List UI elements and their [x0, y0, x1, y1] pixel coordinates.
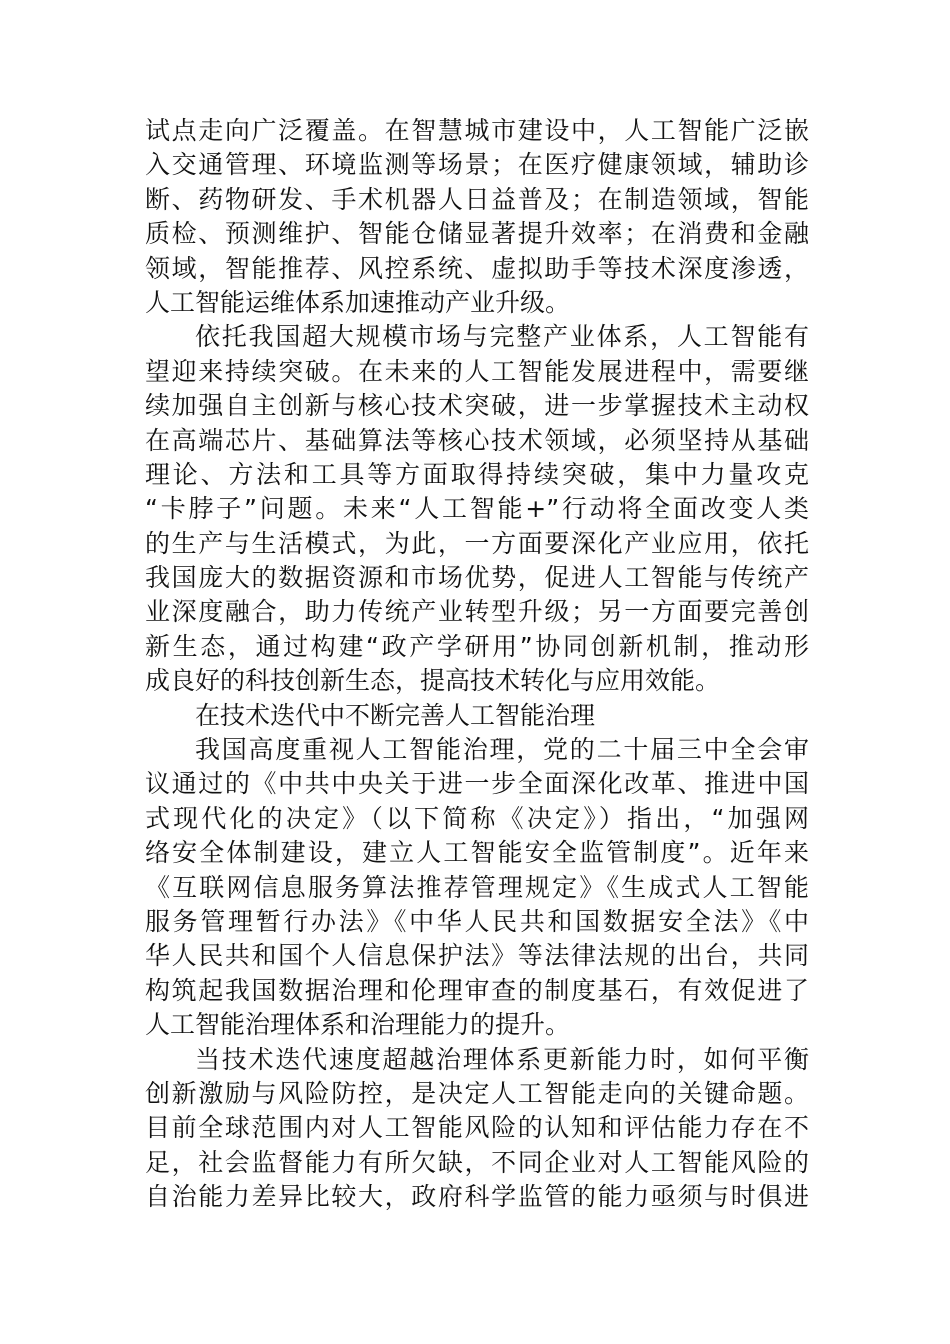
text-line: 目前全球范围内对人工智能风险的认知和评估能力存在不 [145, 1113, 809, 1143]
text-line: 式现代化的决定》（以下简称《决定》）指出，“加强网 [145, 803, 809, 833]
text-line: 足，社会监督能力有所欠缺，不同企业对人工智能风险的 [145, 1147, 809, 1177]
paragraph-first-line: 当技术迭代速度超越治理体系更新能力时，如何平衡 [195, 1044, 809, 1074]
text-line: 新生态，通过构建“政产学研用”协同创新机制，推动形 [145, 631, 809, 661]
section-heading: 在技术迭代中不断完善人工智能治理 [195, 700, 596, 730]
text-line: 络安全体制建设，建立人工智能安全监管制度”。近年来 [145, 838, 809, 868]
text-line: 续加强自主创新与核心技术突破，进一步掌握技术主动权 [145, 391, 809, 421]
text-line: 服务管理暂行办法》《中华人民共和国数据安全法》《中 [145, 906, 809, 936]
text-line: 华人民共和国个人信息保护法》等法律法规的出台，共同 [145, 941, 809, 971]
text-line: “卡脖子”问题。未来“人工智能+”行动将全面改变人类 [145, 494, 809, 524]
text-line: 创新激励与风险防控，是决定人工智能走向的关键命题。 [145, 1078, 809, 1108]
text-line: 我国庞大的数据资源和市场优势，促进人工智能与传统产 [145, 563, 809, 593]
text-line: 成良好的科技创新生态，提高技术转化与应用效能。 [145, 666, 721, 696]
body-text [145, 114, 809, 1215]
text-line: 断、药物研发、手术机器人日益普及；在制造领域，智能 [145, 184, 809, 214]
text-line: 自治能力差异比较大，政府科学监管的能力亟须与时俱进 [145, 1182, 809, 1212]
paragraph-first-line: 我国高度重视人工智能治理，党的二十届三中全会审 [195, 735, 809, 765]
text-line: 业深度融合，助力传统产业转型升级；另一方面要完善创 [145, 597, 809, 627]
text-line: 的生产与生活模式，为此，一方面要深化产业应用，依托 [145, 528, 809, 558]
text-line: 入交通管理、环境监测等场景；在医疗健康领域，辅助诊 [145, 150, 809, 180]
text-line: 构筑起我国数据治理和伦理审查的制度基石，有效促进了 [145, 975, 809, 1005]
text-line: 人工智能治理体系和治理能力的提升。 [145, 1010, 571, 1040]
text-line: 质检、预测维护、智能仓储显著提升效率；在消费和金融 [145, 219, 809, 249]
text-line: 试点走向广泛覆盖。在智慧城市建设中，人工智能广泛嵌 [145, 116, 809, 145]
text-line: 理论、方法和工具等方面取得持续突破，集中力量攻克 [145, 459, 809, 489]
text-line: 在高端芯片、基础算法等核心技术领域，必须坚持从基础 [145, 425, 809, 455]
text-line: 人工智能运维体系加速推动产业升级。 [145, 287, 571, 317]
text-line: 望迎来持续突破。在未来的人工智能发展进程中，需要继 [145, 356, 809, 386]
text-line: 领域，智能推荐、风控系统、虚拟助手等技术深度渗透， [145, 253, 809, 283]
text-line: 议通过的《中共中央关于进一步全面深化改革、推进中国 [145, 769, 809, 799]
paragraph-first-line: 依托我国超大规模市场与完整产业体系，人工智能有 [195, 322, 809, 352]
text-line: 《互联网信息服务算法推荐管理规定》《生成式人工智能 [145, 872, 809, 902]
